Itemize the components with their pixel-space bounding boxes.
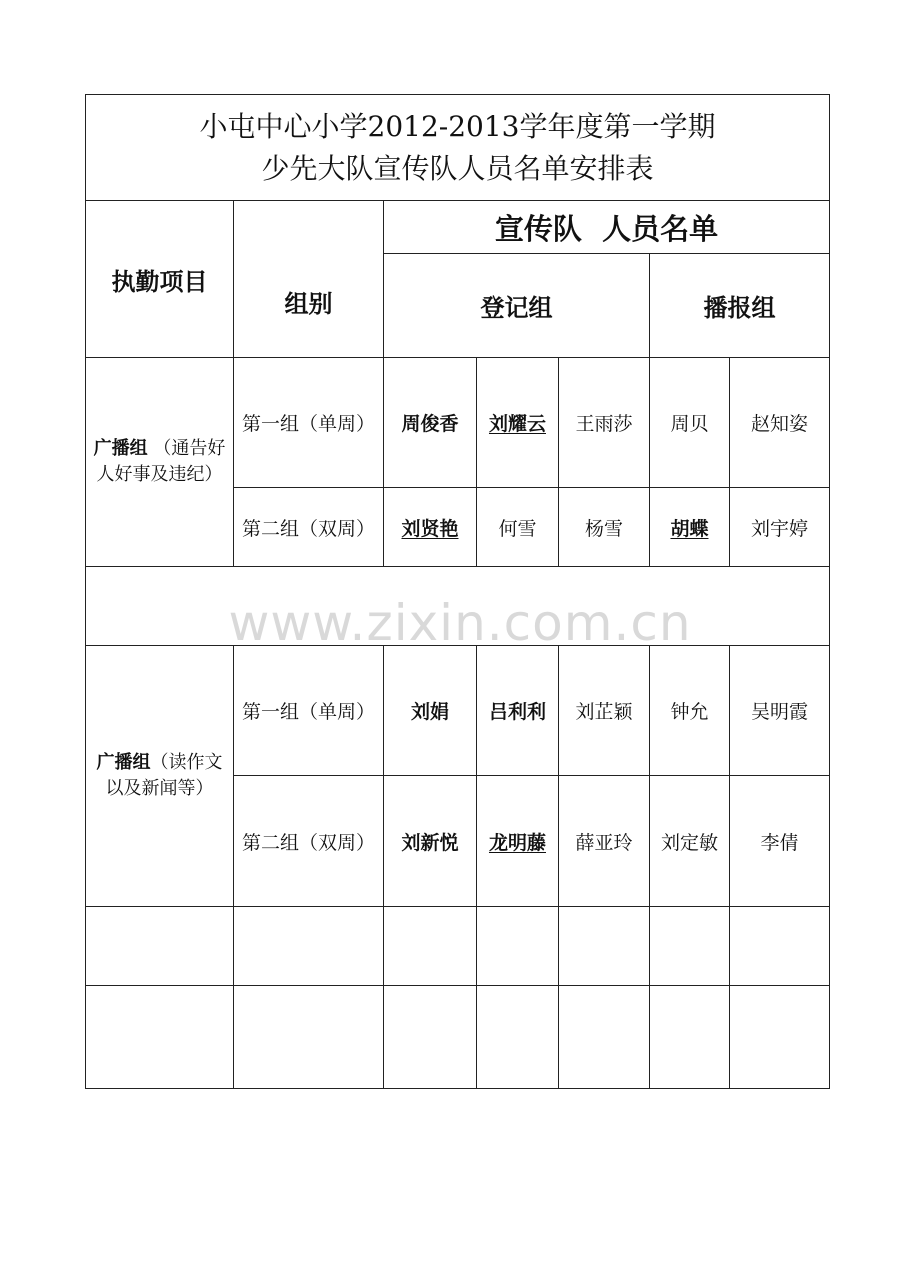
section-2-row-2-group: 第二组（双周） bbox=[234, 776, 384, 907]
empty-row-1-cell-5 bbox=[559, 907, 650, 986]
title-line-2: 少先大队宣传队人员名单安排表 bbox=[261, 151, 654, 185]
empty-row-2-cell-2 bbox=[234, 986, 384, 1089]
name-text: 杨雪 bbox=[584, 517, 623, 540]
empty-row-1-cell-1 bbox=[86, 907, 234, 986]
name-text: 吴明霞 bbox=[750, 701, 808, 723]
empty-row-1-cell-4 bbox=[477, 907, 559, 986]
header-team-list: 宣传队 人员名单 bbox=[384, 201, 830, 254]
name-text: 周俊香 bbox=[401, 413, 459, 435]
empty-row-2-cell-6 bbox=[650, 986, 730, 1089]
empty-row-1-cell-3 bbox=[384, 907, 477, 986]
name-text: 薛亚玲 bbox=[575, 831, 633, 854]
name-text: 何雪 bbox=[498, 517, 537, 540]
name-text: 周贝 bbox=[670, 413, 709, 435]
section-2-row-2-name-5 bbox=[730, 776, 830, 907]
section-2-project-title: 广播组 bbox=[96, 752, 151, 773]
section-1-row-2-name-5 bbox=[730, 488, 830, 567]
name-text: 刘贤艳 bbox=[401, 517, 459, 540]
section-2-project bbox=[86, 646, 234, 907]
header-register: 登记组 bbox=[384, 254, 650, 358]
section-1-project bbox=[86, 358, 234, 567]
name-text: 龙明藤 bbox=[488, 831, 546, 854]
section-1-row-1-name-2 bbox=[477, 358, 559, 488]
section-1-row-1-name-1 bbox=[384, 358, 477, 488]
section-1-row-1-name-4 bbox=[650, 358, 730, 488]
name-text: 赵知姿 bbox=[750, 413, 808, 435]
header-project: 执勤项目 bbox=[86, 201, 234, 358]
name-text: 王雨莎 bbox=[575, 413, 633, 435]
section-1-row-2-name-2 bbox=[477, 488, 559, 567]
section-2-row-1-name-1 bbox=[384, 646, 477, 776]
empty-row-1-cell-6 bbox=[650, 907, 730, 986]
section-1-row-2-group: 第二组（双周） bbox=[234, 488, 384, 567]
empty-row-1-cell-7 bbox=[730, 907, 830, 986]
name-text: 吕利利 bbox=[488, 701, 546, 723]
section-1-row-1-name-5 bbox=[730, 358, 830, 488]
header-broadcast: 播报组 bbox=[650, 254, 830, 358]
header-group-label: 组别 bbox=[284, 289, 333, 318]
name-text: 钟允 bbox=[670, 701, 709, 723]
empty-row-2-cell-3 bbox=[384, 986, 477, 1089]
name-text: 刘芷颖 bbox=[575, 701, 633, 723]
section-2-row-1-group: 第一组（单周） bbox=[234, 646, 384, 776]
watermark-text: www.zixin.com.cn bbox=[228, 594, 692, 652]
empty-row-1-cell-2 bbox=[234, 907, 384, 986]
section-2-row-2-name-3 bbox=[559, 776, 650, 907]
roster-table bbox=[85, 94, 830, 1089]
section-1-row-1-group: 第一组（单周） bbox=[234, 358, 384, 488]
section-2-row-1-name-4 bbox=[650, 646, 730, 776]
table-title bbox=[86, 95, 830, 201]
name-text: 刘耀云 bbox=[488, 413, 546, 435]
section-2-project-note: （读作文以及新闻等） bbox=[105, 752, 223, 799]
name-text: 胡蝶 bbox=[670, 517, 709, 540]
section-2-row-2-name-1 bbox=[384, 776, 477, 907]
empty-row-2-cell-1 bbox=[86, 986, 234, 1089]
section-2-row-1-name-5 bbox=[730, 646, 830, 776]
section-1-project-note: （通告好人好事及违纪） bbox=[96, 438, 226, 485]
name-text: 刘娟 bbox=[410, 701, 449, 723]
name-text: 李倩 bbox=[760, 831, 799, 854]
name-text: 刘宇婷 bbox=[750, 517, 808, 540]
section-2-row-1-name-3 bbox=[559, 646, 650, 776]
section-2-row-2-name-2 bbox=[477, 776, 559, 907]
section-2-row-1-name-2 bbox=[477, 646, 559, 776]
header-group bbox=[234, 201, 384, 358]
title-line-1: 小屯中心小学2012-2013学年度第一学期 bbox=[199, 109, 716, 143]
section-2-row-2-name-4 bbox=[650, 776, 730, 907]
section-1-project-title: 广播组 bbox=[93, 438, 148, 459]
name-text: 刘定敏 bbox=[660, 831, 718, 854]
empty-row-2-cell-7 bbox=[730, 986, 830, 1089]
separator-row bbox=[86, 567, 830, 646]
section-1-row-2-name-3 bbox=[559, 488, 650, 567]
section-1-row-2-name-1 bbox=[384, 488, 477, 567]
section-1-row-2-name-4 bbox=[650, 488, 730, 567]
empty-row-2-cell-5 bbox=[559, 986, 650, 1089]
section-1-row-1-name-3 bbox=[559, 358, 650, 488]
name-text: 刘新悦 bbox=[401, 831, 459, 854]
empty-row-2-cell-4 bbox=[477, 986, 559, 1089]
